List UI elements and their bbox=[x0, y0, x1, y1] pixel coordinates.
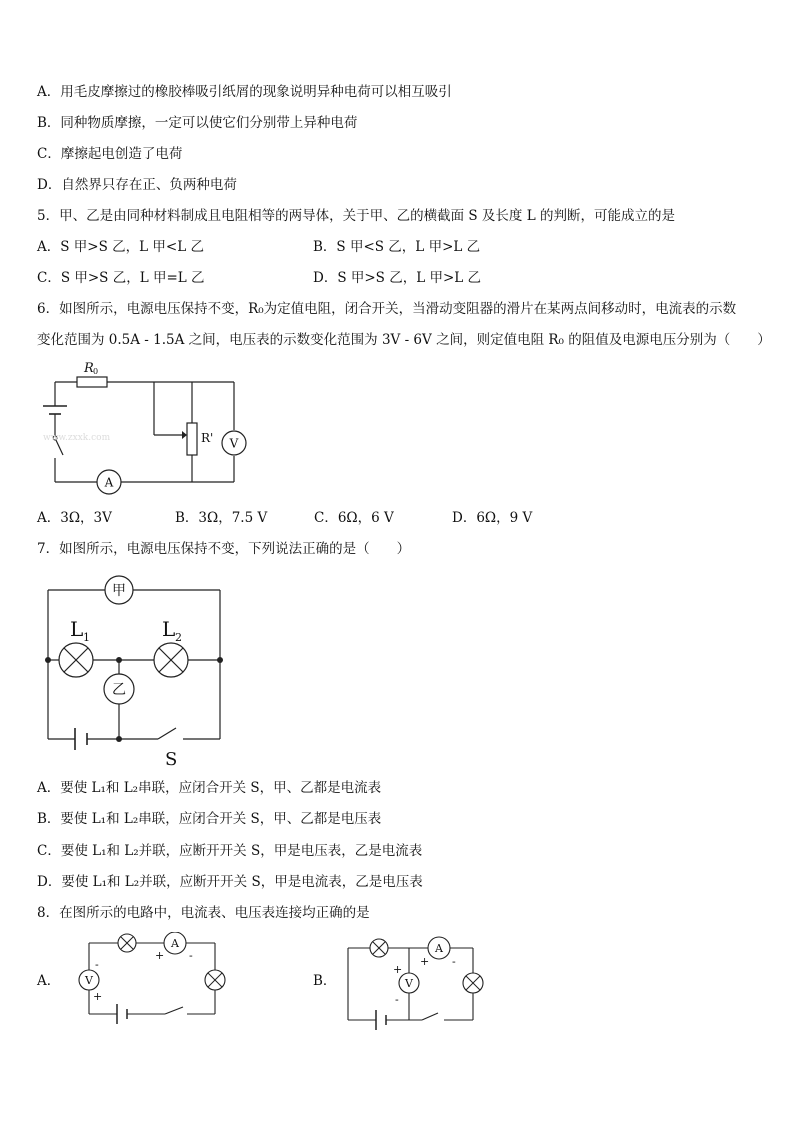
q8-option-a-label: A． bbox=[37, 973, 61, 989]
voltmeter-minus: - bbox=[95, 958, 99, 971]
q7-option-b: B．要使 L₁和 L₂串联，应闭合开关 S，甲、乙都是电压表 bbox=[37, 811, 382, 827]
lamp-right-icon bbox=[463, 973, 483, 993]
voltmeter-label: V bbox=[229, 436, 239, 451]
ammeter-label: A bbox=[104, 475, 114, 490]
ammeter-label: A bbox=[171, 937, 179, 950]
q4-option-a: A．用毛皮摩擦过的橡胶棒吸引纸屑的现象说明异种电荷可以相互吸引 bbox=[37, 84, 452, 100]
lamp-top-icon bbox=[118, 934, 136, 952]
q4-option-d: D．自然界只存在正、负两种电荷 bbox=[37, 177, 237, 193]
l2-subscript: 2 bbox=[175, 631, 182, 644]
q7-circuit-diagram bbox=[38, 572, 238, 772]
voltmeter-plus: + bbox=[93, 990, 103, 1003]
q6-circuit-diagram bbox=[35, 358, 250, 498]
q7-option-a: A．要使 L₁和 L₂串联，应闭合开关 S，甲、乙都是电流表 bbox=[37, 780, 382, 796]
q8-stem: 8．在图所示的电路中，电流表、电压表连接均正确的是 bbox=[37, 905, 370, 921]
q8-option-b-label: B． bbox=[313, 973, 337, 989]
q6-option-c: C．6Ω，6 V bbox=[314, 510, 394, 526]
q8-circuit-b bbox=[340, 932, 490, 1032]
l1-subscript: 1 bbox=[83, 631, 90, 644]
l1-label: L bbox=[70, 617, 84, 641]
lamp-top-icon bbox=[370, 939, 388, 957]
q4-option-b: B．同种物质摩擦，一定可以使它们分别带上异种电荷 bbox=[37, 115, 358, 131]
ammeter-minus: - bbox=[452, 955, 456, 968]
q6-option-a: A．3Ω，3V bbox=[37, 510, 112, 526]
switch-label: S bbox=[165, 749, 178, 770]
q5-stem: 5．甲、乙是由同种材料制成且电阻相等的两导体，关于甲、乙的横截面 S 及长度 L 的判断，可能成立的是 bbox=[37, 208, 675, 224]
q5-option-b: B．S 甲<S 乙，L 甲>L 乙 bbox=[313, 239, 481, 255]
voltmeter-label: V bbox=[85, 974, 93, 987]
q4-option-c: C．摩擦起电创造了电荷 bbox=[37, 146, 183, 162]
rheostat bbox=[187, 423, 197, 455]
q7-option-d: D．要使 L₁和 L₂并联，应断开开关 S，甲是电流表，乙是电压表 bbox=[37, 874, 423, 890]
voltmeter-label: V bbox=[405, 977, 413, 990]
ammeter-plus: + bbox=[155, 949, 165, 962]
ammeter-minus: - bbox=[189, 949, 193, 962]
slider-arrow bbox=[182, 431, 187, 439]
rheostat-label: R' bbox=[201, 431, 214, 445]
q7-option-c: C．要使 L₁和 L₂并联，应断开开关 S，甲是电压表，乙是电流表 bbox=[37, 843, 423, 859]
q6-stem-line2: 变化范围为 0.5A - 1.5A 之间，电压表的示数变化范围为 3V - 6V 之间，则定值电阻 R₀ 的阻值及电源电压分别为（ ） bbox=[37, 332, 771, 348]
r0-resistor bbox=[77, 377, 107, 387]
r0-subscript: 0 bbox=[93, 367, 99, 376]
q6-stem-line1: 6．如图所示，电源电压保持不变，R₀为定值电阻，闭合开关，当滑动变阻器的滑片在某两点间移动时，电流表的示数 bbox=[37, 301, 737, 317]
voltmeter-minus: - bbox=[395, 993, 399, 1006]
lamp-l2-icon bbox=[154, 643, 188, 677]
q5-option-a: A．S 甲>S 乙，L 甲<L 乙 bbox=[37, 239, 204, 255]
q6-option-b: B．3Ω，7.5 V bbox=[175, 510, 268, 526]
q6-option-d: D．6Ω，9 V bbox=[452, 510, 533, 526]
q5-option-c: C．S 甲>S 乙，L 甲=L 乙 bbox=[37, 270, 205, 286]
meter-jia-label: 甲 bbox=[112, 583, 126, 599]
q8-circuit-a bbox=[75, 932, 235, 1027]
ammeter-label: A bbox=[435, 942, 443, 955]
lamp-right-icon bbox=[205, 970, 225, 990]
lamp-l1-icon bbox=[59, 643, 93, 677]
q5-option-d: D．S 甲>S 乙，L 甲>L 乙 bbox=[313, 270, 482, 286]
watermark-text: www.zxxk.com bbox=[43, 433, 111, 443]
voltmeter-plus: + bbox=[393, 963, 403, 976]
r0-label: R bbox=[84, 361, 94, 376]
l2-label: L bbox=[162, 617, 176, 641]
q7-stem: 7．如图所示，电源电压保持不变，下列说法正确的是（ ） bbox=[37, 541, 411, 557]
meter-yi-label: 乙 bbox=[112, 682, 126, 698]
ammeter-plus: + bbox=[420, 955, 430, 968]
